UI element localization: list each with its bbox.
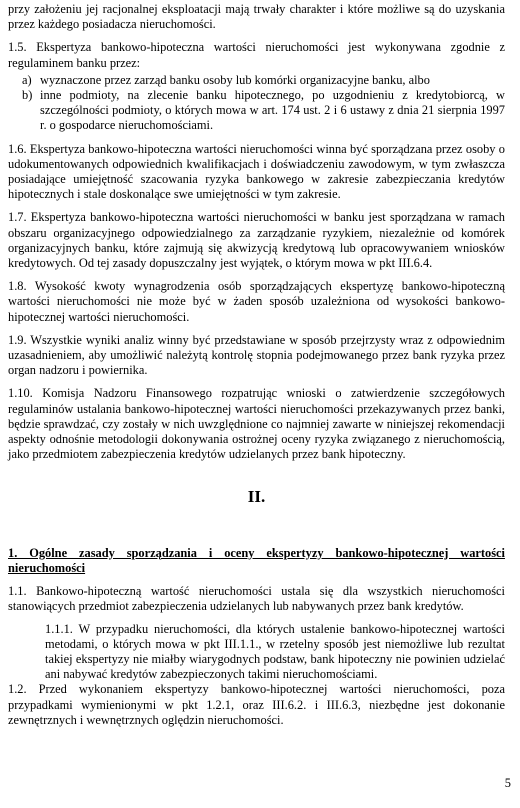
list-marker: b) [22,88,33,103]
document-page [8,2,505,728]
paragraph-1-8: 1.8. Wysokość kwoty wynagrodzenia osób sporządzających ekspertyzę bankowo-hipoteczną wartości nieruchomości nie może być w żaden sposób uzależniona od wysokości bankowo-hipotecznej wartości nieruchomości. [8,279,505,324]
list-item [8,73,505,88]
list-item-text: inne podmioty, na zlecenie banku hipotecznego, po uzgodnieniu z kredytobiorcą, w szczególności podmioty, o których mowa w art. 174 ust. 2 i 6 ustawy z dnia 21 sierpnia 1997 r. o gospodarce nieruchomościami. [40,88,505,133]
paragraph-continuation: przy założeniu jej racjonalnej eksploatacji mają trwały charakter i które możliwe są do uzyskania przez każdego posiadacza nieruchomości. [8,2,505,32]
list-item-text: wyznaczone przez zarząd banku osoby lub komórki organizacyjne banku, albo [40,72,430,87]
paragraph-1-7: 1.7. Ekspertyza bankowo-hipoteczna wartości nieruchomości w banku jest sporządzana w ramach obszaru organizacyjnego odpowiedzialnego za zarządzanie ryzykiem, niezależnie od komórek organizacyjnych banku, które zajmują się akwizycją kredytową lub opracowywaniem wniosków kredytowych. Od tej zasady dopuszczalny jest wyjątek, o którym mowa w pkt III.6.4. [8,210,505,271]
chapter-heading: II. [247,487,266,507]
paragraph-1-5: 1.5. Ekspertyza bankowo-hipoteczna wartości nieruchomości jest wykonywana zgodnie z regulaminem banku przez: [8,40,505,70]
paragraph-1-10: 1.10. Komisja Nadzoru Finansowego rozpatrując wnioski o zatwierdzenie szczegółowych regulaminów ustalania bankowo-hipotecznej wartości nieruchomości przekazywanych przez banki, będzie sprawdzać, czy zostały w nich uwzględnione co najmniej zawarte w niniejszej rekomendacji aspekty odnośnie metodologii dokonywania ostrożnej oceny ryzyka związanego z nieruchomością, jako przedmiotem zabezpieczenia kredytów udzielanych przez bank hipoteczny. [8,386,505,462]
paragraph-1-9: 1.9. Wszystkie wyniki analiz winny być przedstawiane w sposób przejrzysty wraz z odpowiednim uzasadnieniem, aby umożliwić należytą kontrolę stopnia podejmowanego przez bank ryzyka przez organ nadzoru i powiernika. [8,332,505,378]
paragraph-1-1: 1.1. Bankowo-hipoteczną wartość nieruchomości ustala się dla wszystkich nieruchomości stanowiących przedmiot zabezpieczenia udzielanych lub nabywanych przez bank kredytów. [8,584,505,614]
page-number: 5 [504,776,511,790]
list-item [8,88,505,134]
list-marker: a) [22,72,32,87]
list-1-5 [8,73,505,134]
paragraph-1-2: 1.2. Przed wykonaniem ekspertyzy bankowo-hipotecznej wartości nieruchomości, poza przypadkami wymienionymi w pkt 1.2.1, oraz III.6.2. i III.6.3, niezbędne jest dokonanie zewnętrznych i wewnętrznych oględzin nieruchomości. [8,682,505,727]
paragraph-1-6: 1.6. Ekspertyza bankowo-hipoteczna wartości nieruchomości winna być sporządzana przez osoby o udokumentowanych odpowiednich kwalifikacjach i doświadczeniu zawodowym, w tym zwłaszcza posiadające umiejętność szacowania ryzyka bankowego w zakresie zabezpieczania kredytów hipotecznych i stale doskonalące swe umiejętności w tym zakresie. [8,141,505,202]
paragraph-1-1-1: 1.1.1. W przypadku nieruchomości, dla których ustalenie bankowo-hipotecznej wartości metodami, o których mowa w pkt III.1.1., w rzetelny sposób jest niemożliwe lub rezultat takiej ekspertyzy nie miałby wiarygodnych podstaw, bank hipoteczny nie powinien udzielać ani nabywać kredytów zabezpieczonych takimi nieruchomościami. [45,621,505,682]
section-title: 1. Ogólne zasady sporządzania i oceny ekspertyzy bankowo-hipotecznej wartości nieruchomości [8,545,505,575]
